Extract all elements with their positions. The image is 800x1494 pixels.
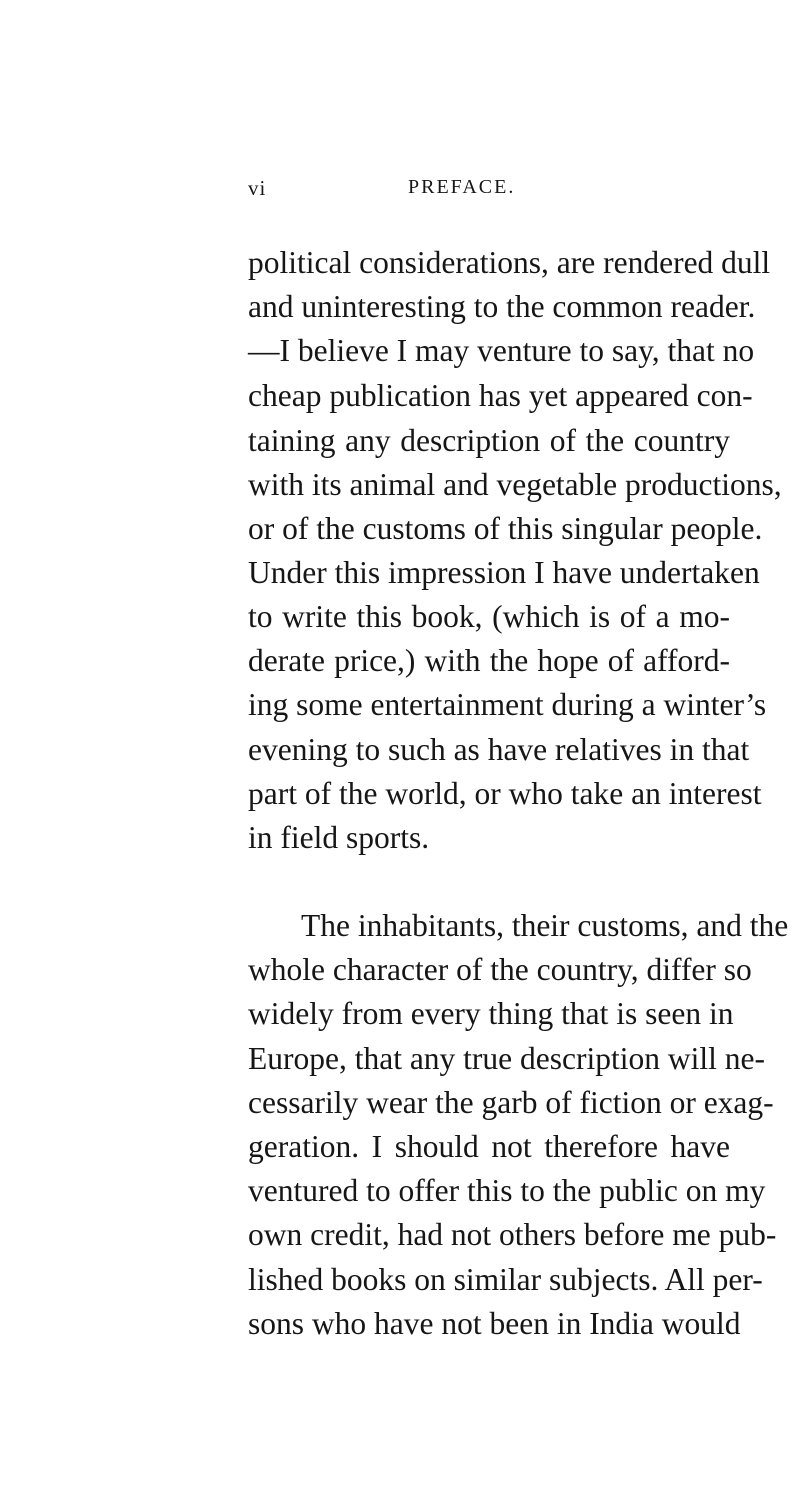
- text-line: part of the world, or who take an interest: [248, 776, 762, 811]
- text-line: ing some entertainment during a winter’s: [248, 687, 767, 722]
- running-head-title: PREFACE.: [408, 176, 516, 198]
- text-line: derate price,) with the hope of afford-: [248, 643, 730, 678]
- text-line: ventured to offer this to the public on my: [248, 1173, 766, 1208]
- text-line: The inhabitants, their customs, and the: [301, 908, 789, 943]
- text-line: evening to such as have relatives in that: [248, 732, 750, 767]
- text-line: with its animal and vegetable productions,: [248, 467, 782, 502]
- text-line: cessarily wear the garb of fiction or exag-: [248, 1085, 774, 1120]
- text-line: lished books on similar subjects. All per-: [248, 1262, 763, 1297]
- text-line: widely from every thing that is seen in: [248, 996, 734, 1031]
- running-head: [248, 176, 728, 202]
- text-line: whole character of the country, differ so: [248, 952, 752, 987]
- text-line: geration. I should not therefore have: [248, 1129, 730, 1164]
- text-line: sons who have not been in India would: [248, 1306, 741, 1341]
- text-line: in field sports.: [248, 820, 430, 855]
- text-line: political considerations, are rendered dull: [248, 245, 771, 280]
- text-line: —I believe I may venture to say, that no: [248, 333, 755, 368]
- text-line: or of the customs of this singular people.: [248, 511, 763, 546]
- page-number: vi: [248, 176, 267, 200]
- text-line: own credit, had not others before me pub-: [248, 1217, 777, 1252]
- text-line: Europe, that any true description will ne-: [248, 1041, 765, 1076]
- text-line: to write this book, (which is of a mo-: [248, 599, 730, 634]
- text-line: cheap publication has yet appeared con-: [248, 378, 753, 413]
- text-line: and uninteresting to the common reader.: [248, 289, 756, 324]
- text-line: Under this impression I have undertaken: [248, 555, 760, 590]
- text-line: taining any description of the country: [248, 423, 730, 458]
